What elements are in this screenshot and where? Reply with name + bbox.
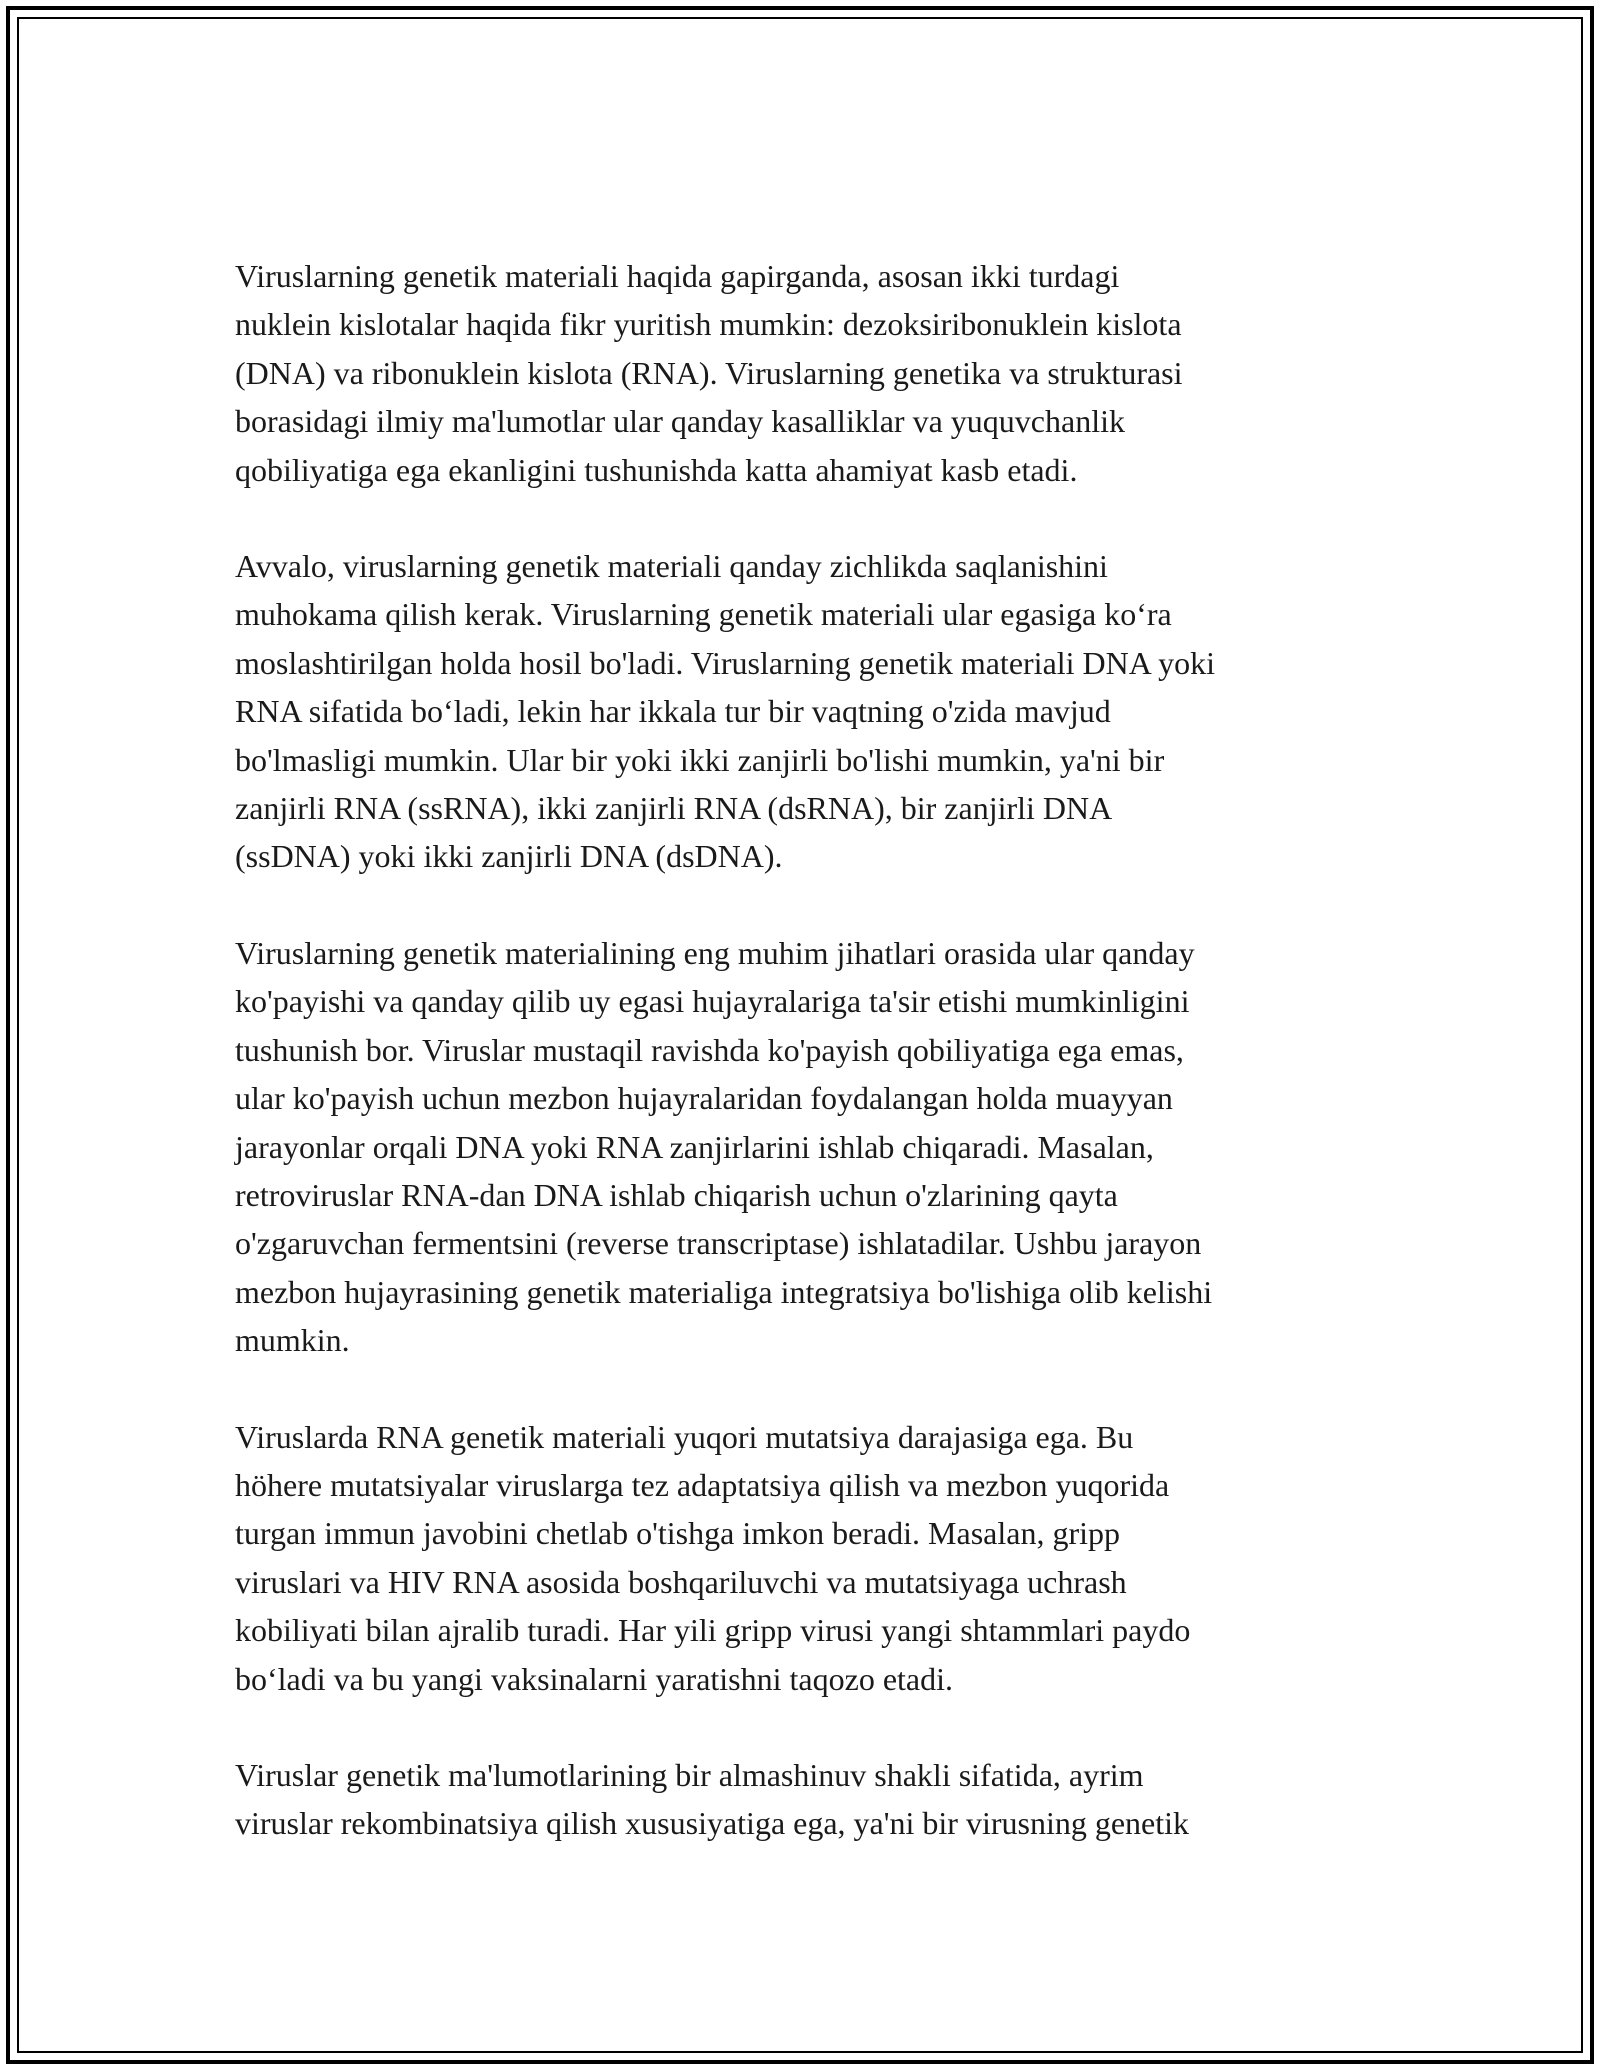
paragraph-2: Avvalo, viruslarning genetik materiali qanday zichlikda saqlanishini muhokama qilish kerak. Viruslarning genetik materiali ular egasiga koʻra moslashtirilgan holda hosil bo'ladi. Viruslarning genetik materiali DNA yoki RNA sifatida boʻladi, lekin har ikkala tur bir vaqtning o'zida mavjud bo'lmasligi mumkin. Ular bir yoki ikki zanjirli bo'lishi mumkin, ya'ni bir zanjirli RNA (ssRNA), ikki zanjirli RNA (dsRNA), bir zanjirli DNA (ssDNA) yoki ikki zanjirli DNA (dsDNA). [235, 548, 1215, 875]
paragraph-1: Viruslarning genetik materiali haqida gapirganda, asosan ikki turdagi nuklein kislotalar haqida fikr yuritish mumkin: dezoksiribonuklein kislota (DNA) va ribonuklein kislota (RNA). Viruslarning genetika va strukturasi borasidagi ilmiy ma'lumotlar ular qanday kasalliklar va yuquvchanlik qobiliyatiga ega ekanligini tushunishda katta ahamiyat kasb etadi. [235, 258, 1183, 488]
document-body [235, 252, 1375, 1896]
paragraph-5: Viruslar genetik ma'lumotlarining bir almashinuv shakli sifatida, ayrim viruslar rekombinatsiya qilish xususiyatiga ega, ya'ni bir virusning genetik [235, 1756, 1190, 1842]
paragraph-4: Viruslarda RNA genetik materiali yuqori mutatsiya darajasiga ega. Bu höhere mutatsiyalar viruslarga tez adaptatsiya qilish va mezbon yuqorida turgan immun javobini chetlab o'tishga imkon beradi. Masalan, gripp viruslari va HIV RNA asosida boshqariluvchi va mutatsiyaga uchrash kobiliyati bilan ajralib turadi. Har yili gripp virusi yangi shtammlari paydo boʻladi va bu yangi vaksinalarni yaratishni taqozo etadi. [235, 1418, 1191, 1697]
paragraph-3: Viruslarning genetik materialining eng muhim jihatlari orasida ular qanday ko'payishi va qanday qilib uy egasi hujayralariga ta'sir etishi mumkinligini tushunish bor. Viruslar mustaqil ravishda ko'payish qobiliyatiga ega emas, ular ko'payish uchun mezbon hujayralaridan foydalangan holda muayyan jarayonlar orqali DNA yoki RNA zanjirlarini ishlab chiqaradi. Masalan, retroviruslar RNA-dan DNA ishlab chiqarish uchun o'zlarining qayta o'zgaruvchan fermentsini (reverse transcriptase) ishlatadilar. Ushbu jarayon mezbon hujayrasining genetik materialiga integratsiya bo'lishiga olib kelishi mumkin. [235, 934, 1213, 1359]
